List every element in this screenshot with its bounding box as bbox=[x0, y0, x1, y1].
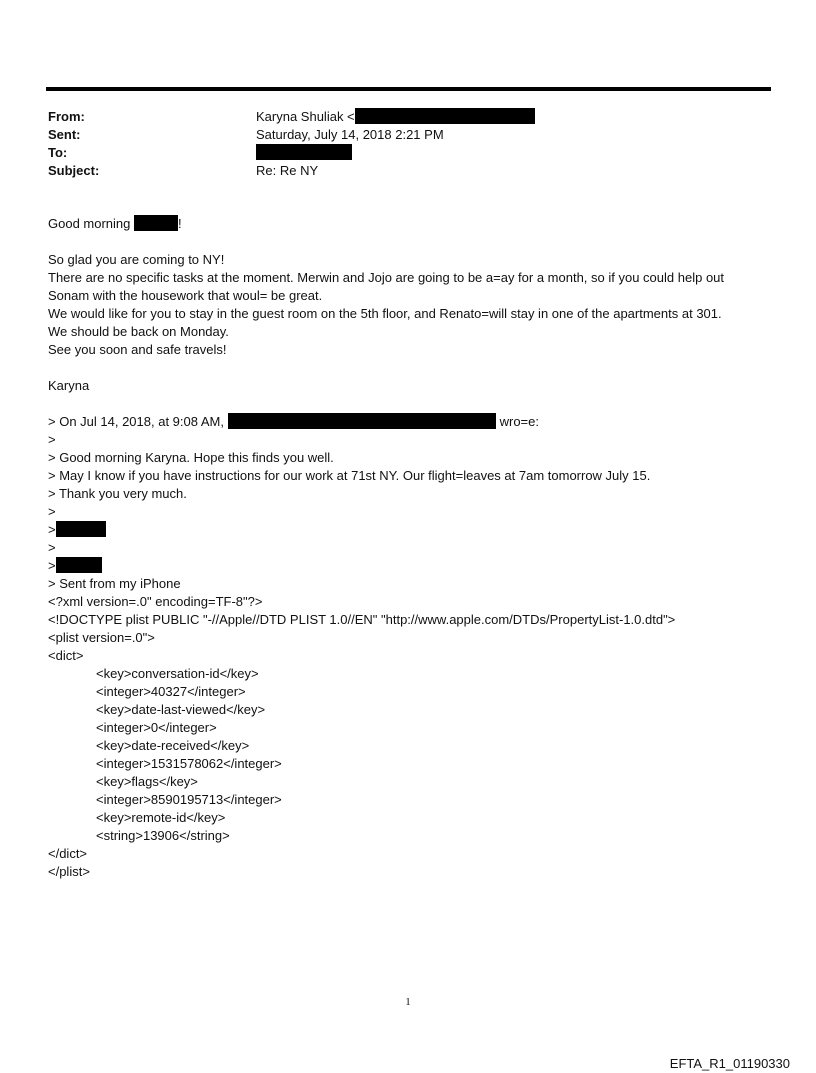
xml-line: <dict> bbox=[48, 648, 84, 663]
redacted-recipient bbox=[256, 144, 352, 160]
xml-dict-line: <key>flags</key> bbox=[96, 774, 198, 789]
xml-dict-line: <integer>1531578062</integer> bbox=[96, 756, 282, 771]
xml-close-line: </dict> bbox=[48, 846, 88, 861]
body-line: There are no specific tasks at the moment. Merwin and Jojo are going to be a=ay for a month, so if you could help out bbox=[48, 270, 725, 285]
sent-from-line: > Sent from my iPhone bbox=[48, 576, 181, 591]
redacted-name bbox=[134, 215, 178, 231]
quote-line: > May I know if you have instructions for our work at 71st NY. Our flight=leaves at 7am tomorrow July 15. bbox=[48, 468, 651, 483]
redacted-sender bbox=[228, 413, 496, 429]
quote-line: > Good morning Karyna. Hope this finds you well. bbox=[48, 450, 334, 465]
subject-label: Subject: bbox=[48, 163, 100, 178]
xml-dict-line: <key>remote-id</key> bbox=[96, 810, 226, 825]
redacted-email bbox=[355, 108, 535, 124]
quote-intro bbox=[48, 413, 778, 431]
xml-line: <plist version=.0"> bbox=[48, 630, 155, 645]
body-line: See you soon and safe travels! bbox=[48, 342, 227, 357]
redacted-signoff bbox=[56, 557, 102, 573]
body-line: So glad you are coming to NY! bbox=[48, 252, 225, 267]
quote-redacted-line: > bbox=[48, 521, 778, 539]
from-name: Karyna Shuliak < bbox=[256, 109, 355, 124]
xml-dict-line: <integer>40327</integer> bbox=[96, 684, 246, 699]
xml-dict-line: <key>date-last-viewed</key> bbox=[96, 702, 266, 717]
body-line: Sonam with the housework that woul= be great. bbox=[48, 288, 323, 303]
quote-marker: > bbox=[48, 432, 56, 447]
xml-line: <!DOCTYPE plist PUBLIC "-//Apple//DTD PLIST 1.0//EN" "http://www.apple.com/DTDs/PropertyList-1.0.dtd"> bbox=[48, 612, 676, 627]
body-line: We should be back on Monday. bbox=[48, 324, 229, 339]
xml-dict-line: <integer>8590195713</integer> bbox=[96, 792, 282, 807]
greeting-punct: ! bbox=[178, 216, 182, 231]
quote-intro-text: > On Jul 14, 2018, at 9:08 AM, bbox=[48, 414, 224, 429]
quote-marker: > bbox=[48, 540, 56, 555]
greeting-text: Good morning bbox=[48, 216, 134, 231]
to-value bbox=[256, 144, 352, 162]
sent-value: Saturday, July 14, 2018 2:21 PM bbox=[256, 127, 444, 142]
subject-value: Re: Re NY bbox=[256, 163, 319, 178]
xml-dict-line: <integer>0</integer> bbox=[96, 720, 217, 735]
greeting-line bbox=[48, 215, 778, 233]
xml-line: <?xml version=.0" encoding=TF-8"?> bbox=[48, 594, 263, 609]
xml-close-line: </plist> bbox=[48, 864, 90, 879]
header-rule bbox=[46, 87, 771, 91]
body-line: We would like for you to stay in the guest room on the 5th floor, and Renato=will stay in one of the apartments at 301. bbox=[48, 306, 722, 321]
signature: Karyna bbox=[48, 378, 90, 393]
email-body bbox=[48, 215, 778, 881]
redacted-signoff bbox=[56, 521, 106, 537]
to-label: To: bbox=[48, 145, 68, 160]
page-number: 1 bbox=[405, 996, 411, 1008]
quote-marker: > bbox=[48, 504, 56, 519]
from-value bbox=[256, 108, 535, 126]
sent-label: Sent: bbox=[48, 127, 81, 142]
xml-dict-line: <key>date-received</key> bbox=[96, 738, 250, 753]
quote-intro-end: wro=e: bbox=[495, 414, 539, 429]
quote-line: > Thank you very much. bbox=[48, 486, 187, 501]
quote-redacted-line: > bbox=[48, 557, 778, 575]
document-id: EFTA_R1_01190330 bbox=[669, 1056, 790, 1071]
xml-dict-line: <key>conversation-id</key> bbox=[96, 666, 259, 681]
xml-dict-line: <string>13906</string> bbox=[96, 828, 230, 843]
from-label: From: bbox=[48, 109, 85, 124]
